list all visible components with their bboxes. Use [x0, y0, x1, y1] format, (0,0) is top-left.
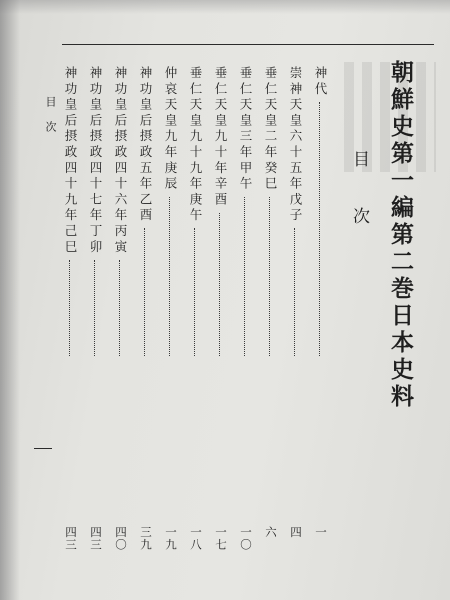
toc-page-number: 四	[289, 526, 303, 539]
toc-entry	[212, 66, 228, 356]
toc-page-number: 一	[314, 526, 328, 539]
leader-dots	[219, 213, 220, 356]
leader-dots	[319, 102, 320, 356]
toc-entry	[137, 66, 153, 356]
toc-page-number: 四三	[89, 526, 103, 551]
leader-dots	[144, 228, 145, 356]
toc-entry-label: 垂仁天皇九十九年庚午	[188, 66, 203, 224]
toc-entry-label: 神功皇后摂政四十九年己巳	[63, 66, 78, 256]
toc-page-number: 一〇	[239, 526, 253, 551]
toc-entry	[87, 66, 103, 356]
toc-entry	[62, 66, 78, 356]
toc-entry	[262, 66, 278, 356]
book-title: 朝鮮史第一編第二巻日本史料	[387, 60, 414, 411]
toc-page-number: 六	[264, 526, 278, 539]
toc-page-number: 四三	[64, 526, 78, 551]
leader-dots	[244, 197, 245, 356]
leader-dots	[169, 197, 170, 356]
toc-entry	[287, 66, 303, 356]
page-top-shadow	[0, 0, 450, 14]
leader-dots	[69, 260, 70, 356]
top-rule	[62, 44, 434, 45]
toc-entry-label: 垂仁天皇九十年辛酉	[213, 66, 228, 209]
toc-entry-label: 崇神天皇六十五年戊子	[288, 66, 303, 224]
toc-page-number: 一九	[164, 526, 178, 551]
toc-entry	[237, 66, 253, 356]
toc-entry-label: 仲哀天皇九年庚辰	[163, 66, 178, 193]
leader-dots	[94, 260, 95, 356]
folio-mark	[34, 448, 52, 449]
toc-entry-label: 神功皇后摂政四十七年丁卯	[88, 66, 103, 256]
leader-dots	[119, 260, 120, 356]
toc-page-number: 三九	[139, 526, 153, 551]
toc-entry-label: 垂仁天皇三年甲午	[238, 66, 253, 193]
running-footer: 目次	[44, 96, 57, 146]
toc-entry	[312, 66, 328, 356]
toc-entry	[187, 66, 203, 356]
leader-dots	[294, 228, 295, 356]
leader-dots	[194, 228, 195, 356]
toc-page-number: 四〇	[114, 526, 128, 551]
page-binding-shadow	[0, 0, 20, 600]
toc-entry	[112, 66, 128, 356]
leader-dots	[269, 197, 270, 356]
toc-entry-label: 神功皇后摂政五年乙酉	[138, 66, 153, 224]
toc-entry	[162, 66, 178, 356]
toc-page-number: 一八	[189, 526, 203, 551]
toc-entry-label: 神代	[313, 66, 328, 98]
toc-entry-label: 垂仁天皇二年癸巳	[263, 66, 278, 193]
toc-page-number: 一七	[214, 526, 228, 551]
contents-heading: 目次	[349, 150, 369, 264]
toc-entry-label: 神功皇后摂政四十六年丙寅	[113, 66, 128, 256]
